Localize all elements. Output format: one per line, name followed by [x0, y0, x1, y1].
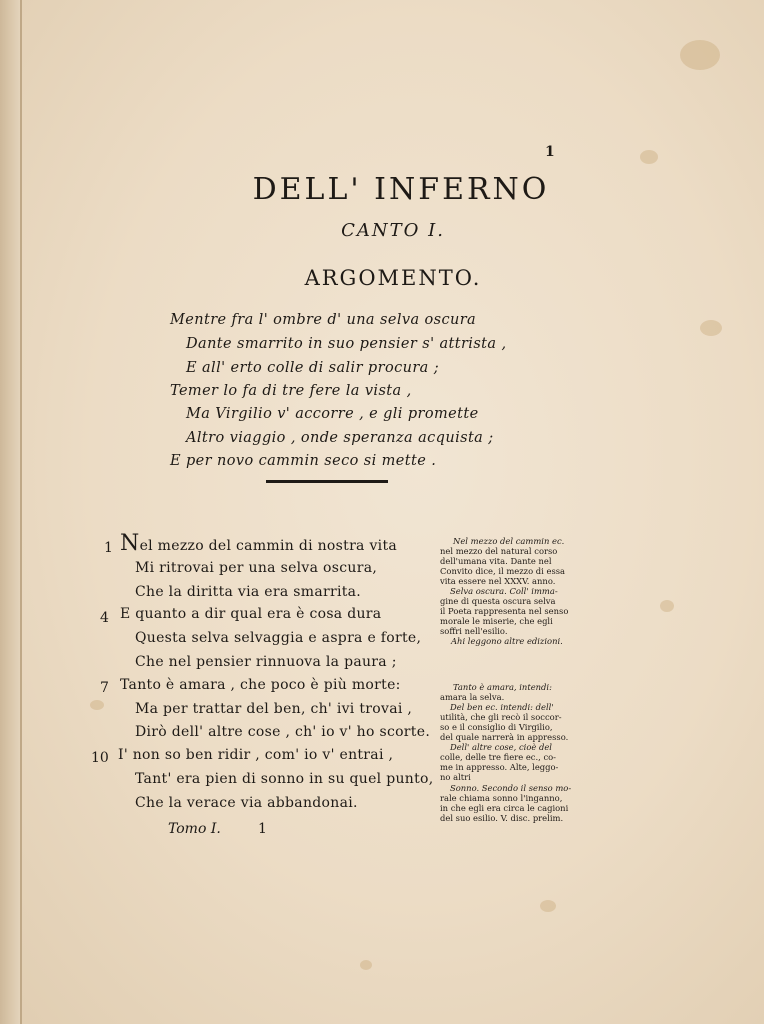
footnote-line: Ahi leggono altre edizioni.	[451, 636, 563, 646]
footnote-line: Del ben ec. intendi: dell'	[450, 702, 554, 712]
footnote-line: no altri	[440, 772, 471, 782]
page-gutter	[0, 0, 22, 1024]
paper-stain	[700, 320, 722, 336]
paper-stain	[360, 960, 372, 970]
verse-line: Ma per trattar del ben, ch' ivi trovai ,	[135, 701, 413, 717]
footnote-line: me in appresso. Alte, leggo-	[440, 762, 559, 772]
verse-line: Che nel pensier rinnuova la paura ;	[135, 654, 397, 670]
verse-line: I' non so ben ridir , com' io v' entrai ,	[118, 747, 394, 763]
footnote-line: dell'umana vita. Dante nel	[440, 556, 552, 566]
verse-line-text: el mezzo del cammin di nostra vita	[139, 538, 398, 554]
verse-number: 1	[104, 540, 113, 556]
footnote-line: del quale narrerà in appresso.	[440, 732, 569, 742]
verse-line: Tanto è amara , che poco è più morte:	[120, 677, 401, 693]
signature-mark: 1	[258, 821, 267, 837]
argomento-line: E all' erto colle di salir procura ;	[186, 360, 440, 376]
footnote-line: Nel mezzo del cammin ec.	[453, 536, 565, 546]
footnote-line: utilità, che gli recò il soccor-	[440, 712, 562, 722]
footnote-line: gine di questa oscura selva	[440, 596, 556, 606]
footnote-line: in che egli era circa le cagioni	[440, 803, 569, 813]
canto-heading: CANTO I.	[341, 220, 445, 241]
verse-line: Dirò dell' altre cose , ch' io v' ho scorte.	[135, 724, 431, 740]
argomento-line: Dante smarrito in suo pensier s' attrista ,	[186, 336, 507, 352]
argomento-line: Temer lo fa di tre fere la vista ,	[170, 383, 412, 399]
argomento-line: Mentre fra l' ombre d' una selva oscura	[170, 312, 477, 328]
paper-stain	[640, 150, 658, 164]
verse-line	[120, 531, 398, 556]
paper-stain	[660, 600, 674, 612]
footnote-line: morale le miserie, che egli	[440, 616, 553, 626]
argomento-line: Ma Virgilio v' accorre , e gli promette	[186, 406, 479, 422]
footnote-line: Tanto è amara, intendi:	[453, 682, 552, 692]
verse-line: Che la diritta via era smarrita.	[135, 584, 362, 600]
argomento-line: Altro viaggio , onde speranza acquista ;	[186, 430, 494, 446]
gutter-edge	[20, 0, 22, 1024]
footnote-line: del suo esilio. V. disc. prelim.	[440, 813, 564, 823]
page-number: 1	[545, 144, 555, 160]
paper-stain	[90, 700, 104, 710]
footnote-line: so e il consiglio di Virgilio,	[440, 722, 553, 732]
footnote-line: Selva oscura. Coll' imma-	[450, 586, 558, 596]
footnote-line: colle, delle tre fiere ec., co-	[440, 752, 557, 762]
footnote-line: vita essere nel XXXV. anno.	[440, 576, 556, 586]
footnote-line: Convito dice, il mezzo di essa	[440, 566, 566, 576]
footnote-line: amara la selva.	[440, 692, 505, 702]
footnote-line: rale chiama sonno l'inganno,	[440, 793, 563, 803]
verse-line: Mi ritrovai per una selva oscura,	[135, 560, 378, 576]
footnote-line: Sonno. Secondo il senso mo-	[450, 783, 572, 793]
verse-line: Questa selva selvaggia e aspra e forte,	[135, 630, 422, 646]
volume-label: Tomo I.	[168, 821, 221, 837]
drop-cap: N	[120, 531, 140, 556]
section-rule	[266, 480, 388, 483]
paper-stain	[540, 900, 556, 912]
footnote-line: soffri nell'esilio.	[440, 626, 508, 636]
verse-line: E quanto a dir qual era è cosa dura	[120, 606, 382, 622]
verse-line: Che la verace via abbandonai.	[135, 795, 358, 811]
paper-stain	[680, 40, 720, 70]
verse-line: Tant' era pien di sonno in su quel punto,	[135, 771, 434, 787]
verse-number: 4	[100, 610, 109, 626]
page-title: DELL' INFERNO	[252, 172, 550, 207]
argomento-line: E per novo cammin seco si mette .	[170, 453, 437, 469]
footnote-line: Dell' altre cose, cioè del	[450, 742, 552, 752]
verse-number: 7	[100, 680, 109, 696]
argomento-heading: ARGOMENTO.	[304, 266, 482, 290]
footnote-line: il Poeta rappresenta nel senso	[440, 606, 569, 616]
verse-number: 10	[91, 750, 109, 766]
footnote-line: nel mezzo del natural corso	[440, 546, 558, 556]
